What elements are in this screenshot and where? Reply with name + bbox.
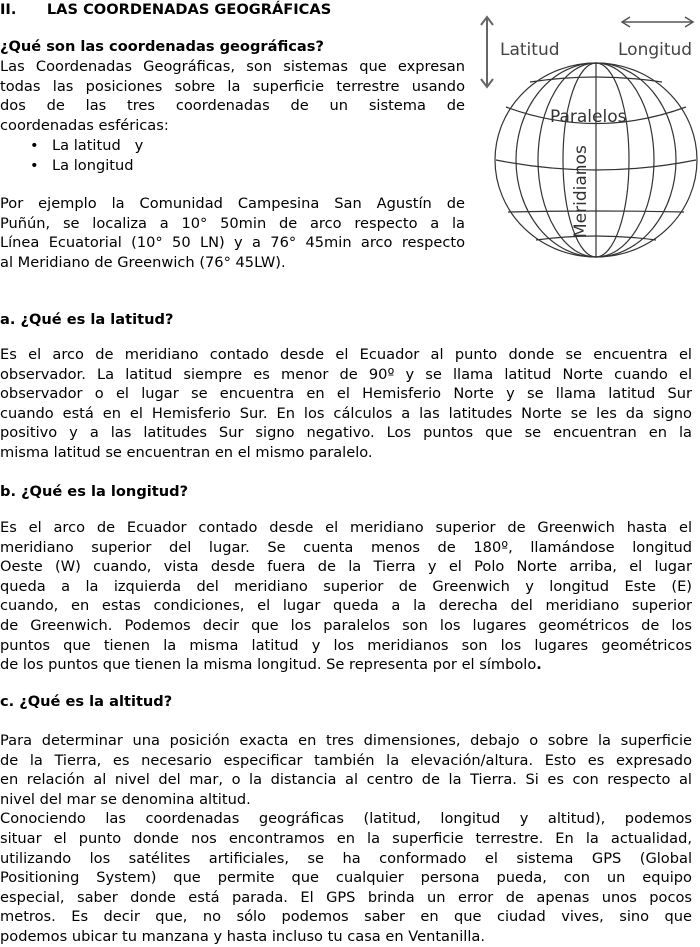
text-line: podemos ubicar tu manzana y hasta incluso tu casa en Ventanilla. — [0, 927, 485, 945]
coordinate-list — [30, 136, 143, 175]
text-line: Es el arco de meridiano contado desde el Ecuador al punto donde se encuentra el — [0, 346, 692, 363]
text-line: al Meridiano de Greenwich (76° 45LW). — [0, 253, 286, 271]
text-line: Puñún, se localiza a 10° 50min de arco respecto a la — [0, 214, 465, 232]
section-c-heading: c. ¿Qué es la altitud? — [0, 693, 173, 710]
bullet-icon: • — [30, 137, 39, 154]
text-line: misma latitud se encuentran en el mismo paralelo. — [0, 443, 373, 461]
latitude-arrow-icon — [481, 17, 493, 87]
paralelos-label: Paralelos — [550, 107, 627, 127]
text-line: Para determinar una posición exacta en tres dimensiones, debajo o sobre la superficie — [0, 732, 692, 749]
text-line: especial, saber donde está parada. El GPS brinda un error de apenas unos pocos — [0, 888, 692, 906]
text-line: de Greenwich. Podemos decir que los paralelos son los lugares geométricos de los — [0, 616, 692, 634]
section-a-paragraph — [0, 345, 692, 463]
text-line: Positioning System) que permite que cualquier persona pueda, con un equipo — [0, 869, 692, 887]
text-line: cuando está en el Hemisferio Sur. En los cálculos a las latitudes Norte se les da signo — [0, 404, 692, 422]
text-line: cuando, en estas condiciones, el lugar queda a la derecha del meridiano superior — [0, 597, 692, 615]
section-c-paragraph — [0, 731, 692, 947]
text-line: Conociendo las coordenadas geográficas (latitud, longitud y altitud), podemos — [0, 810, 692, 828]
text-line: de los puntos que tienen la misma longitud. Se representa por el símbolo. — [0, 656, 542, 674]
list-item: • La longitud — [30, 156, 134, 174]
symbol-period: . — [536, 656, 542, 674]
bullet-icon: • — [30, 156, 39, 174]
meridianos-label: Meridianos — [571, 145, 591, 238]
text-line: situar el punto donde nos encontramos en la superficie terrestre. En la actualidad, — [0, 829, 692, 847]
text-line: Oeste (W) cuando, vista desde fuera de la Tierra y el Polo Norte arriba, el lugar — [0, 558, 692, 576]
text-line: nivel del mar se denomina altitud. — [0, 790, 251, 808]
text-line: Es el arco de Ecuador contado desde el meridiano superior de Greenwich hasta el — [0, 519, 692, 536]
globe-figure — [470, 0, 700, 270]
intro-heading: ¿Qué son las coordenadas geográficas? — [0, 38, 324, 55]
longitud-label: Longitud — [618, 40, 693, 60]
example-paragraph — [0, 194, 465, 272]
text-line: meridiano superior del lugar. Se cuenta menos de 180º, llamándose longitud — [0, 538, 692, 556]
text-line: observador o el lugar se encuentra en el Hemisferio Norte y se llama latitud Sur — [0, 385, 692, 403]
text-line: Las Coordenadas Geográficas, son sistemas que expresan — [0, 58, 465, 75]
section-a-heading: a. ¿Qué es la latitud? — [0, 311, 174, 328]
latitud-label: Latitud — [500, 40, 560, 60]
text-line: queda a la izquierda del meridiano superior de Greenwich y longitud Este (E) — [0, 577, 692, 595]
globe-grid — [495, 63, 697, 257]
text-line: positivo y a las latitudes Sur signo negativo. Los puntos que se encuentran en la — [0, 424, 692, 442]
text-line: Línea Ecuatorial (10° 50 LN) y a 76° 45min arco respecto — [0, 234, 465, 252]
text-line: metros. Es decir que, no sólo podemos saber en que ciudad vives, sino que — [0, 908, 692, 926]
longitude-arrow-icon — [622, 17, 693, 27]
text-line: utilizando los satélites artificiales, se ha conformado el sistema GPS (Global — [0, 849, 692, 867]
text-line: en relación al nivel del mar, o la distancia al centro de la Tierra. Si es con respecto al — [0, 771, 692, 789]
text-line: de la Tierra, es necesario especificar también la elevación/altura. Esto es expresado — [0, 751, 692, 769]
text-line: dos de las tres coordenadas de un sistema de — [0, 97, 465, 115]
text-line: puntos que tienen la misma latitud y los meridianos son los lugares geométricos — [0, 636, 692, 654]
section-b-paragraph — [0, 518, 692, 675]
text-line: Por ejemplo la Comunidad Campesina San Agustín de — [0, 195, 465, 212]
text-line: coordenadas esféricas: — [0, 116, 169, 134]
text-line: observador. La latitud siempre es menor de 90º y se llama latitud Norte cuando el — [0, 365, 692, 383]
page-title: II. LAS COORDENADAS GEOGRÁFICAS — [0, 1, 332, 18]
list-item: • La latitud y — [30, 137, 144, 154]
text-line: todas las posiciones sobre la superficie terrestre usando — [0, 77, 465, 95]
intro-paragraph — [0, 57, 465, 135]
section-b-heading: b. ¿Qué es la longitud? — [0, 483, 189, 500]
